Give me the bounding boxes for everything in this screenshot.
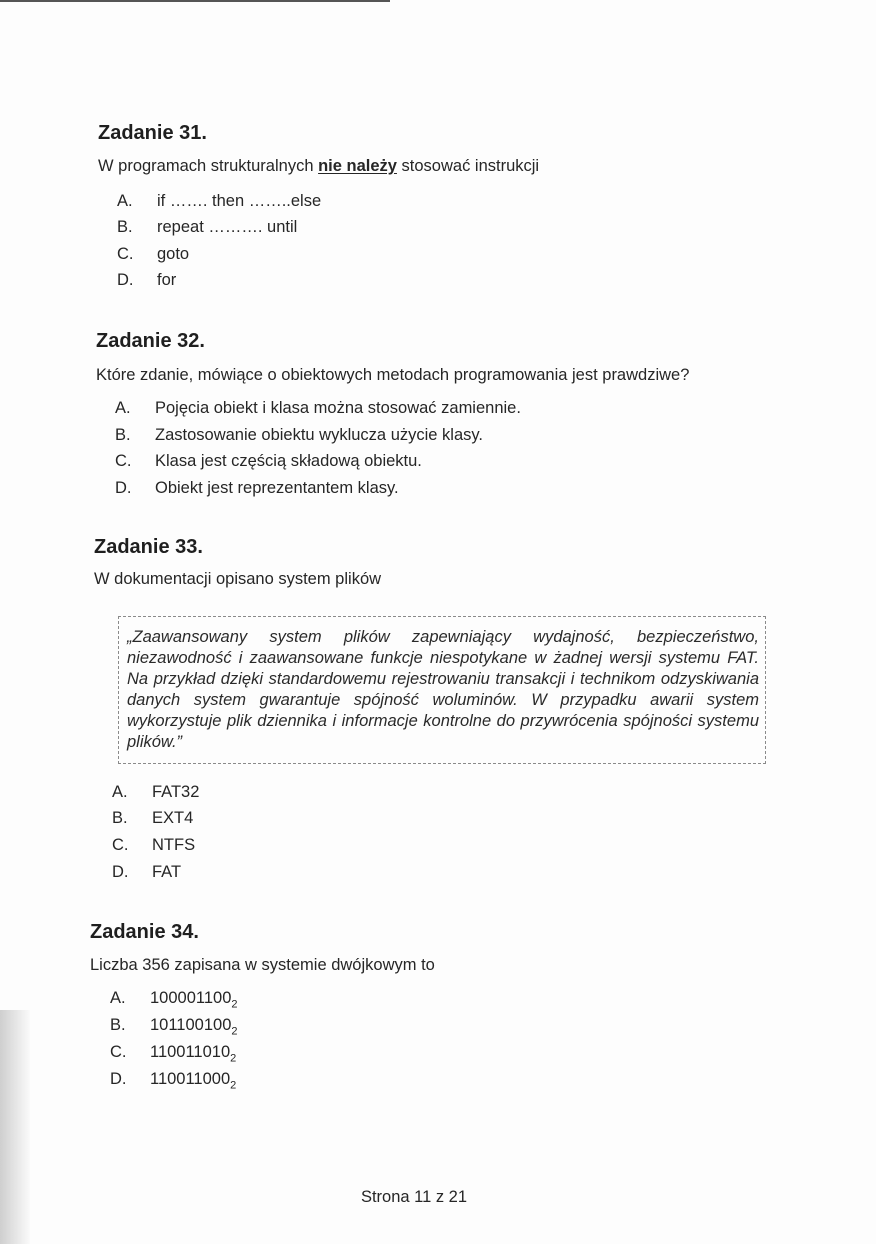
task-title: Zadanie 34. xyxy=(90,921,199,943)
option-a: A. if ……. then ……..else xyxy=(117,192,322,210)
page-number: Strona 11 z 21 xyxy=(360,1188,468,1206)
option-a: A. Pojęcia obiekt i klasa można stosować zamiennie. xyxy=(115,399,521,417)
option-b: B. $101100100_2$ xyxy=(110,1016,238,1038)
option-a: A. $100001100_2$ xyxy=(110,989,238,1011)
option-d: D. for xyxy=(117,271,177,289)
top-rule xyxy=(0,0,390,2)
scan-shadow xyxy=(0,1010,30,1244)
option-c: C. goto xyxy=(117,245,190,263)
task-question: W dokumentacji opisano system plików xyxy=(94,570,382,588)
option-b: B. repeat ………. until xyxy=(117,218,298,236)
option-b: B. EXT4 xyxy=(112,809,194,827)
option-c: C. $110011010_2$ xyxy=(110,1043,237,1065)
task-title: Zadanie 31. xyxy=(98,122,207,144)
documentation-quote-box xyxy=(118,616,766,764)
question-emphasis: nie należy xyxy=(318,157,397,175)
option-d: D. $110011000_2$ xyxy=(110,1070,237,1092)
task-title: Zadanie 33. xyxy=(94,536,203,558)
task-question: Liczba 356 zapisana w systemie dwójkowym to xyxy=(90,956,435,974)
option-c: C. Klasa jest częścią składową obiektu. xyxy=(115,452,422,470)
task-question: W programach strukturalnych nie należy stosować instrukcji xyxy=(98,157,540,175)
task-title: Zadanie 32. xyxy=(96,330,205,352)
option-c: C. NTFS xyxy=(112,836,196,854)
documentation-quote: „Zaawansowany system plików zapewniający wydajność, bezpieczeństwo, niezawodność i zaawansowane funkcje niespotykane w żadnej wersji systemu FAT. Na przykład dzięki standardowemu rejestrowaniu transakcji i technikom odzyskiwania danych system gwarantuje spójność woluminów. W przypadku awarii system wykorzystuje plik dziennika i informacje kontrolne do przywrócenia spójności systemu plików.” xyxy=(127,628,759,751)
option-a: A. FAT32 xyxy=(112,783,200,801)
option-b: B. Zastosowanie obiektu wyklucza użycie klasy. xyxy=(115,426,484,444)
task-question: Które zdanie, mówiące o obiektowych metodach programowania jest prawdziwe? xyxy=(96,366,690,384)
option-d: D. Obiekt jest reprezentantem klasy. xyxy=(115,479,399,497)
option-d: D. FAT xyxy=(112,863,182,881)
